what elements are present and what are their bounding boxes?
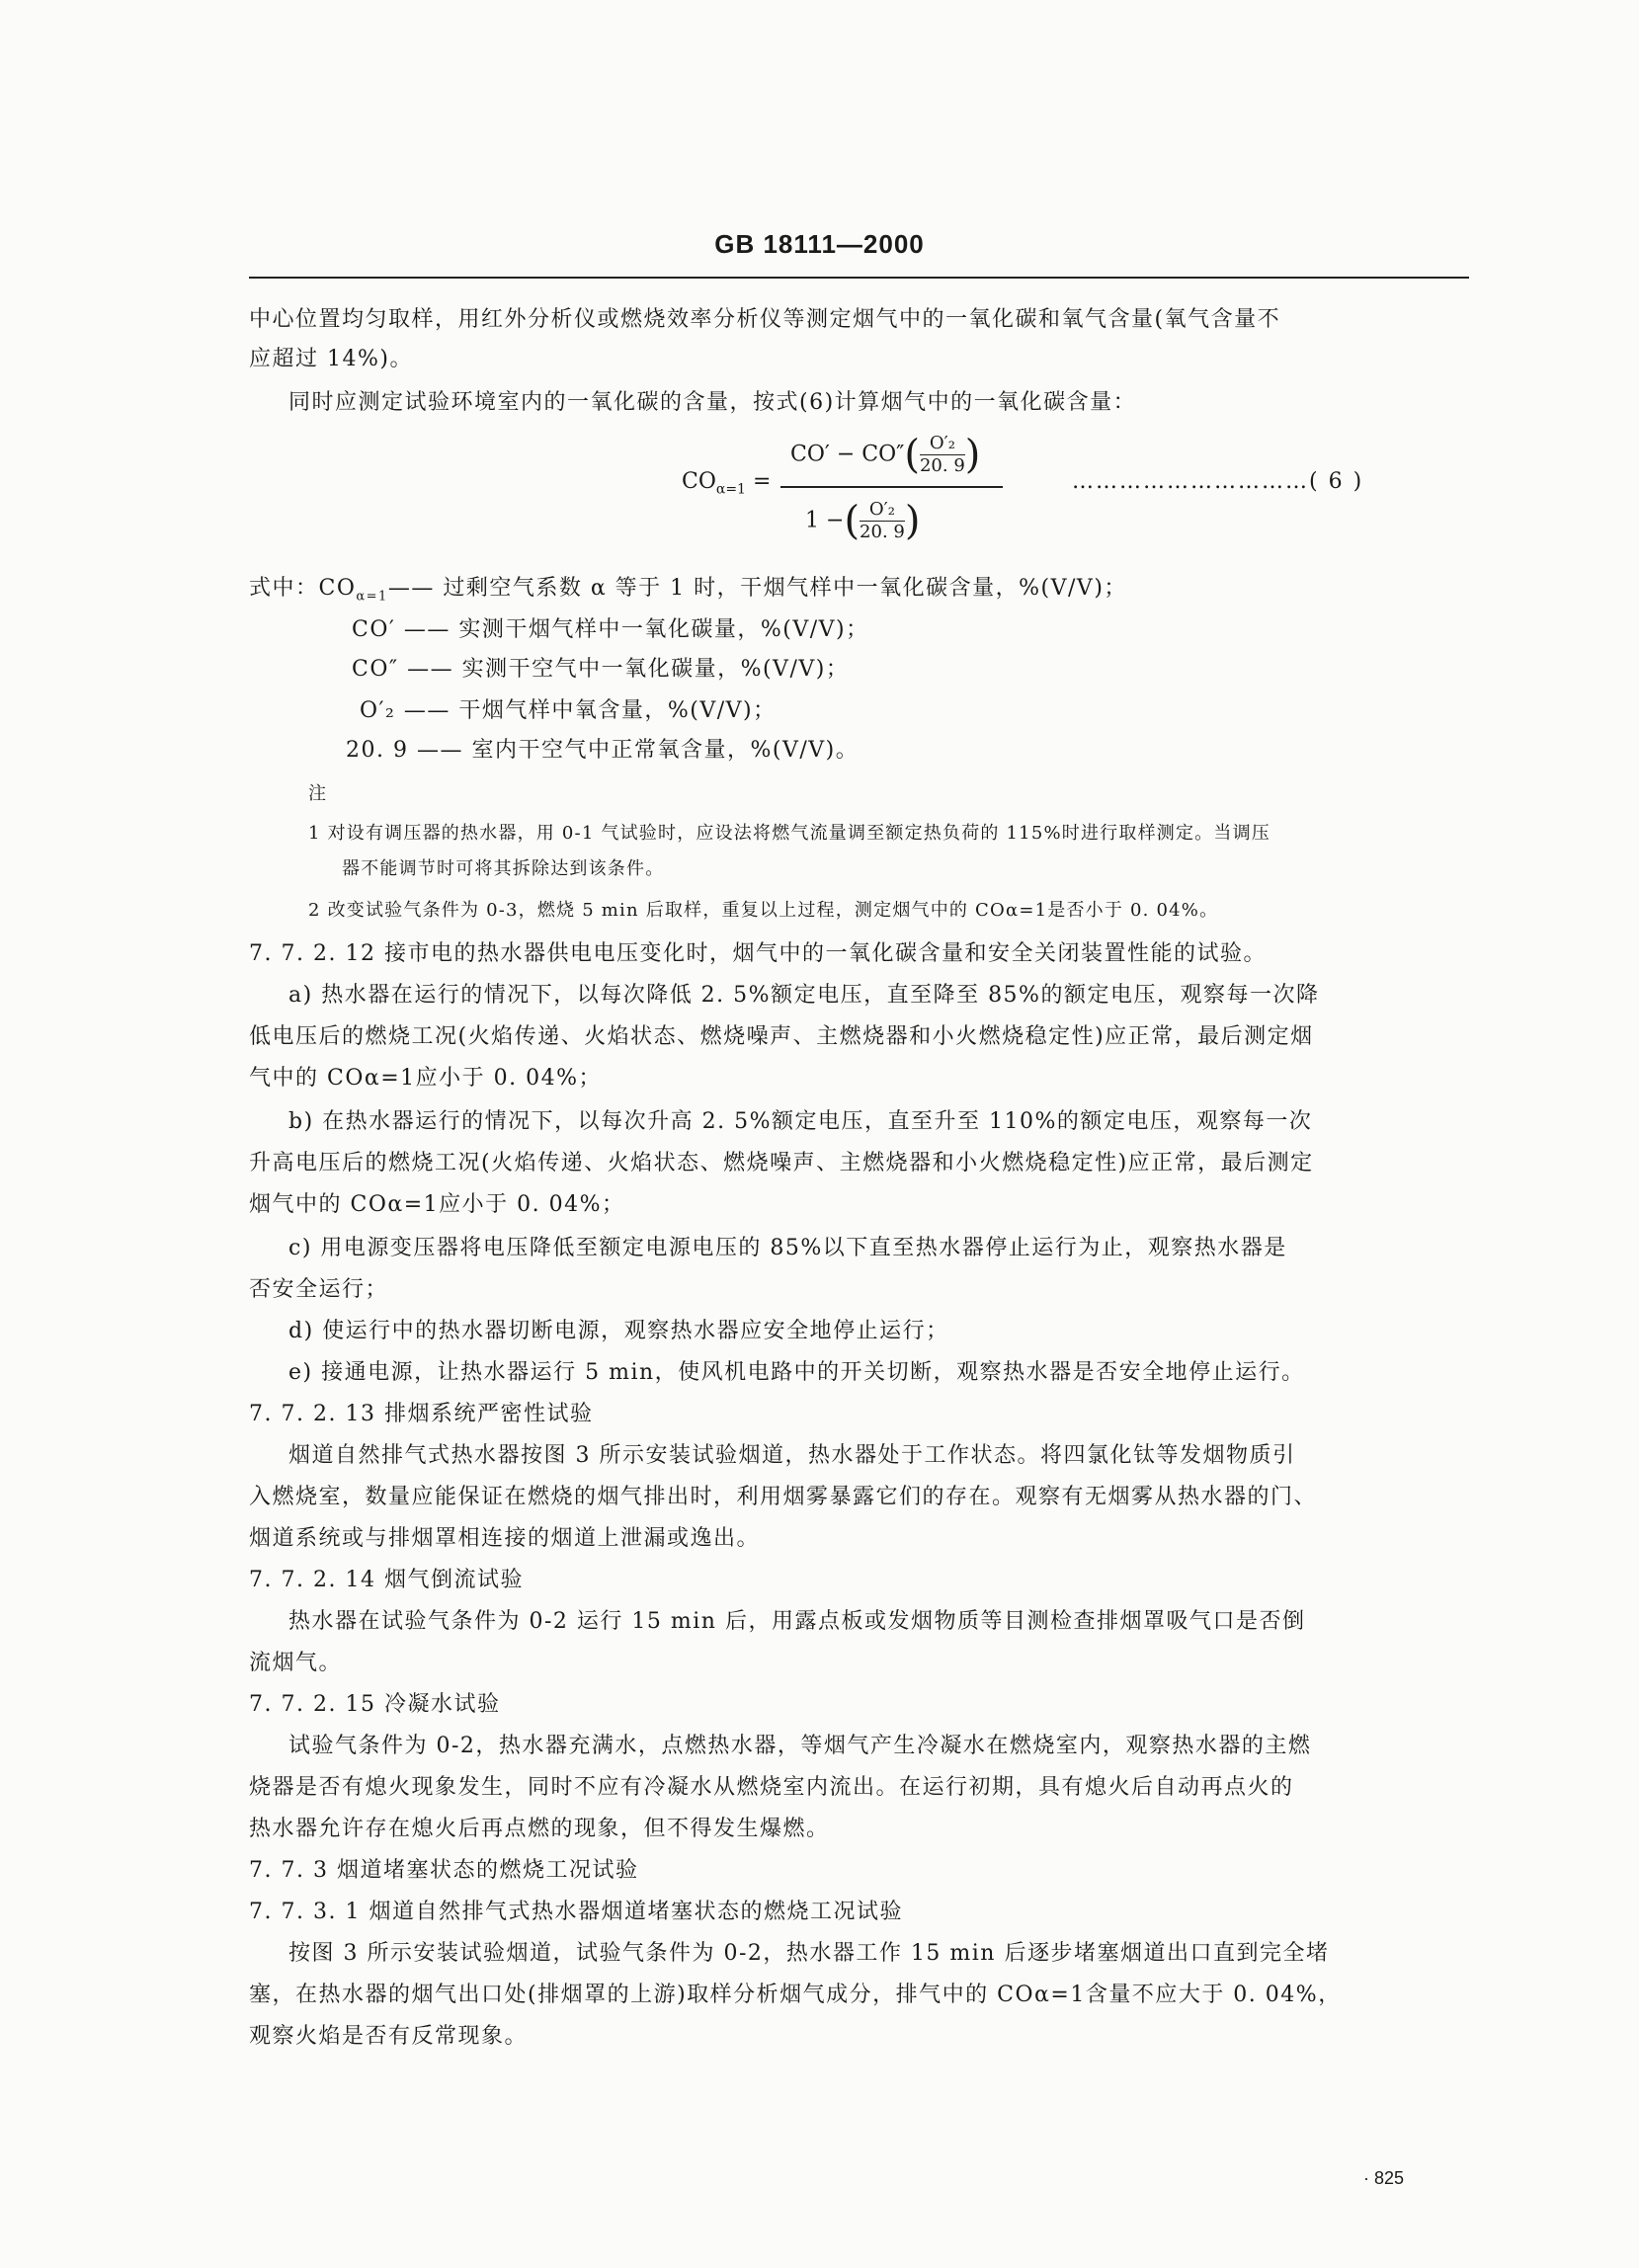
formula-denominator: 1 −( $\frac{\text{O′₂}}{20. 9}$ )	[805, 498, 921, 544]
fraction-top: O′₂	[868, 499, 895, 520]
text-line: 流烟气。	[249, 1651, 343, 1675]
numerator-fraction	[920, 433, 965, 477]
text-line: a) 热水器在运行的情况下，以每次降低 2. 5%额定电压，直至降至 85%的额定电压，观察每一次降	[288, 983, 1320, 1008]
text-line: 应超过 14%)。	[249, 347, 413, 371]
text-line: 否安全运行；	[249, 1277, 389, 1302]
header-rule	[249, 277, 1469, 279]
section-heading: 7. 7. 2. 13 排烟系统严密性试验	[249, 1402, 594, 1426]
formula-lhs-symbol: CO	[682, 469, 716, 494]
text-line: 入燃烧室，数量应能保证在燃烧的烟气排出时，利用烟雾暴露它们的存在。观察有无烟雾从热水器的门、	[249, 1485, 1318, 1509]
def-text: —— 过剩空气系数 α 等于 1 时，干烟气样中一氧化碳含量，%(V/V)；	[387, 576, 1127, 601]
numerator-text: CO′ − CO″	[790, 442, 905, 467]
text-line: 烟道系统或与排烟罩相连接的烟道上泄漏或逸出。	[249, 1526, 761, 1551]
def-symbol: 式中：CO	[249, 576, 357, 601]
text-line: 升高电压后的燃烧工况(火焰传递、火焰状态、燃烧噪声、主燃烧器和小火燃烧稳定性)应正常，最后测定	[249, 1151, 1314, 1175]
denominator-fraction	[860, 499, 905, 543]
page-header: GB 18111—2000	[714, 229, 925, 259]
text-line: 烟道自然排气式热水器按图 3 所示安装试验烟道，热水器处于工作状态。将四氯化钛等发烟物质引	[288, 1443, 1296, 1468]
def-subscript: α=1	[356, 589, 388, 605]
section-heading: 7. 7. 2. 14 烟气倒流试验	[249, 1568, 524, 1592]
section-heading: 7. 7. 2. 12 接市电的热水器供电电压变化时，烟气中的一氧化碳含量和安全关闭装置性能的试验。	[249, 941, 1267, 966]
fraction-bottom: 20. 9	[919, 455, 965, 476]
text-line: 低电压后的燃烧工况(火焰传递、火焰状态、燃烧噪声、主燃烧器和小火燃烧稳定性)应正常，最后测定烟	[249, 1024, 1314, 1049]
fraction-top: O′₂	[929, 433, 955, 453]
section-heading: 7. 7. 2. 15 冷凝水试验	[249, 1692, 501, 1717]
definition-line: O′₂ —— 干烟气样中氧含量，%(V/V)；	[360, 698, 777, 723]
fraction-bar	[780, 486, 1003, 488]
text-line: 观察火焰是否有反常现象。	[249, 2024, 529, 2049]
text-line: 气中的 COα=1应小于 0. 04%；	[249, 1066, 603, 1091]
section-heading: 7. 7. 3. 1 烟道自然排气式热水器烟道堵塞状态的燃烧工况试验	[249, 1900, 903, 1924]
text-line: b) 在热水器运行的情况下，以每次升高 2. 5%额定电压，直至升至 110%的额定电压，观察每一次	[288, 1109, 1313, 1134]
text-line: 同时应测定试验环境室内的一氧化碳的含量，按式(6)计算烟气中的一氧化碳含量：	[288, 390, 1137, 415]
formula-numerator: CO′ − CO″( $\frac{\text{O′₂}}{20. 9}$ )	[790, 432, 981, 478]
text-line: e) 接通电源，让热水器运行 5 min，使风机电路中的开关切断，观察热水器是否安全地停止运行。	[288, 1360, 1305, 1385]
text-line: 按图 3 所示安装试验烟道，试验气条件为 0-2，热水器工作 15 min 后逐步堵塞烟道出口直到完全堵	[288, 1941, 1330, 1966]
section-heading: 7. 7. 3 烟道堵塞状态的燃烧工况试验	[249, 1858, 639, 1883]
text-line: 塞，在热水器的烟气出口处(排烟罩的上游)取样分析烟气成分，排气中的 COα=1含量不应大于 0. 04%，	[249, 1983, 1342, 2007]
note-label: 注	[308, 783, 328, 804]
definition-line: 20. 9 —— 室内干空气中正常氧含量，%(V/V)。	[346, 738, 860, 763]
note-line: 2 改变试验气条件为 0-3，燃烧 5 min 后取样，重复以上过程，测定烟气中的 COα=1是否小于 0. 04%。	[308, 900, 1219, 921]
text-line: 烧器是否有熄火现象发生，同时不应有冷凝水从燃烧室内流出。在运行初期，具有熄火后自动再点火的	[249, 1775, 1294, 1800]
definition-line	[249, 571, 1469, 614]
page-number: · 825	[1363, 2168, 1405, 2188]
equation-number: …………………………( 6 )	[1072, 469, 1364, 494]
text-line: c) 用电源变压器将电压降低至额定电源电压的 85%以下直至热水器停止运行为止，观察热水器是	[288, 1236, 1287, 1260]
text-line: 中心位置均匀取样，用红外分析仪或燃烧效率分析仪等测定烟气中的一氧化碳和氧气含量(氧气含量不	[249, 307, 1281, 332]
fraction-bottom: 20. 9	[860, 522, 905, 542]
text-line: 试验气条件为 0-2，热水器充满水，点燃热水器，等烟气产生冷凝水在燃烧室内，观察热水器的主燃	[288, 1734, 1312, 1758]
text-line: d) 使运行中的热水器切断电源，观察热水器应安全地停止运行；	[288, 1319, 949, 1343]
formula-equals: =	[752, 469, 772, 494]
note-line: 1 对设有调压器的热水器，用 0-1 气试验时，应设法将燃气流量调至额定热负荷的 115%时进行取样测定。当调压	[308, 823, 1270, 844]
definition-line: CO″ —— 实测干空气中一氧化碳量，%(V/V)；	[352, 657, 850, 682]
formula-6	[682, 425, 1472, 553]
text-line: 热水器在试验气条件为 0-2 运行 15 min 后，用露点板或发烟物质等目测检查排烟罩吸气口是否倒	[288, 1609, 1306, 1634]
definition-line: CO′ —— 实测干烟气样中一氧化碳量，%(V/V)；	[352, 617, 869, 642]
denominator-text: 1 −	[805, 508, 845, 533]
text-line: 热水器允许存在熄火后再点燃的现象，但不得发生爆燃。	[249, 1817, 830, 1841]
text-line: 烟气中的 COα=1应小于 0. 04%；	[249, 1192, 625, 1217]
formula-lhs-subscript: α=1	[715, 481, 746, 498]
formula-lhs	[682, 469, 771, 497]
note-line: 器不能调节时可将其拆除达到该条件。	[342, 858, 665, 879]
